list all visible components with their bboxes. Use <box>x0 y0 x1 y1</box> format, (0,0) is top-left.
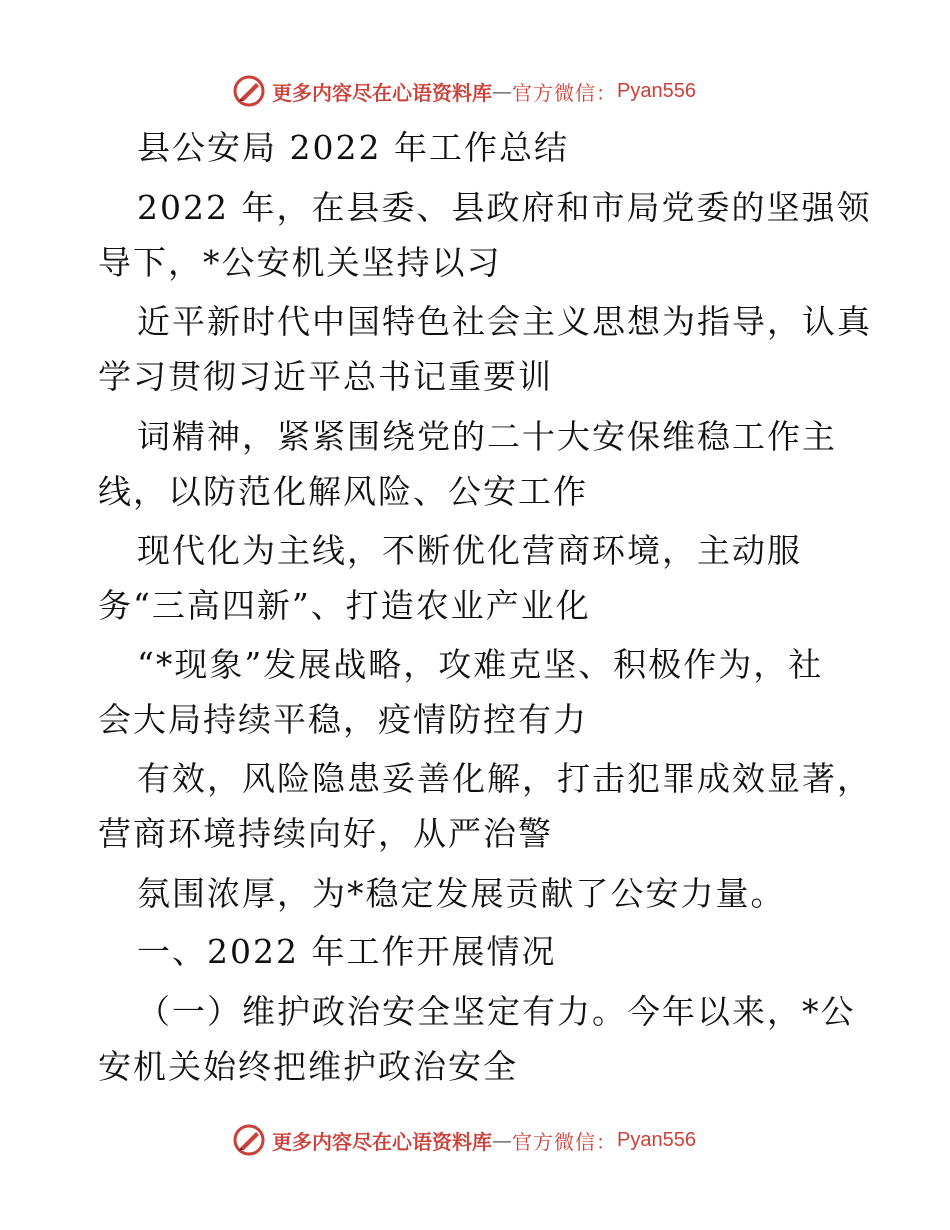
watermark-footer <box>232 1122 752 1158</box>
text-line: 营商环境持续向好，从严治警 <box>98 814 553 853</box>
section-heading: 一、2022 年工作开展情况 <box>137 932 557 971</box>
text-line: 会大局持续平稳，疫情防控有力 <box>98 700 588 739</box>
subsection-line: （一）维护政治安全坚定有力。今年以来，*公 <box>137 992 856 1031</box>
text-line: 导下，*公安机关坚持以习 <box>98 243 502 282</box>
watermark-contact-id: Pyan556 <box>617 79 696 102</box>
watermark-contact-label: 官方微信： <box>512 80 617 105</box>
text-line: 现代化为主线，不断优化营商环境，主动服 <box>137 531 802 570</box>
text-line: 学习贯彻习近平总书记重要训 <box>98 357 553 396</box>
pen-logo-icon <box>232 74 266 108</box>
text-line: 氛围浓厚，为*稳定发展贡献了公安力量。 <box>137 874 786 913</box>
watermark-contact-id: Pyan556 <box>617 1128 696 1151</box>
watermark-header <box>232 73 752 109</box>
watermark-dash: — <box>492 1128 512 1152</box>
text-line: 2022 年，在县委、县政府和市局党委的坚强领 <box>137 188 872 227</box>
watermark-brand: 更多内容尽在心语资料库 <box>272 1129 492 1154</box>
watermark-dash: — <box>492 79 512 103</box>
text-line: 线，以防范化解风险、公安工作 <box>98 472 588 511</box>
watermark-brand: 更多内容尽在心语资料库 <box>272 80 492 105</box>
text-line: 务“三高四新”、打造农业产业化 <box>98 586 591 625</box>
text-line: 有效，风险隐患妥善化解，打击犯罪成效显著， <box>137 759 872 798</box>
document-title: 县公安局 2022 年工作总结 <box>137 128 569 167</box>
text-line: “*现象”发展战略，攻难克坚、积极作为，社 <box>137 645 824 684</box>
text-line: 词精神，紧紧围绕党的二十大安保维稳工作主 <box>137 417 837 456</box>
text-line: 近平新时代中国特色社会主义思想为指导，认真 <box>137 302 872 341</box>
pen-logo-icon <box>232 1123 266 1157</box>
watermark-contact-label: 官方微信： <box>512 1129 617 1154</box>
text-line: 安机关始终把维护政治安全 <box>98 1047 518 1086</box>
